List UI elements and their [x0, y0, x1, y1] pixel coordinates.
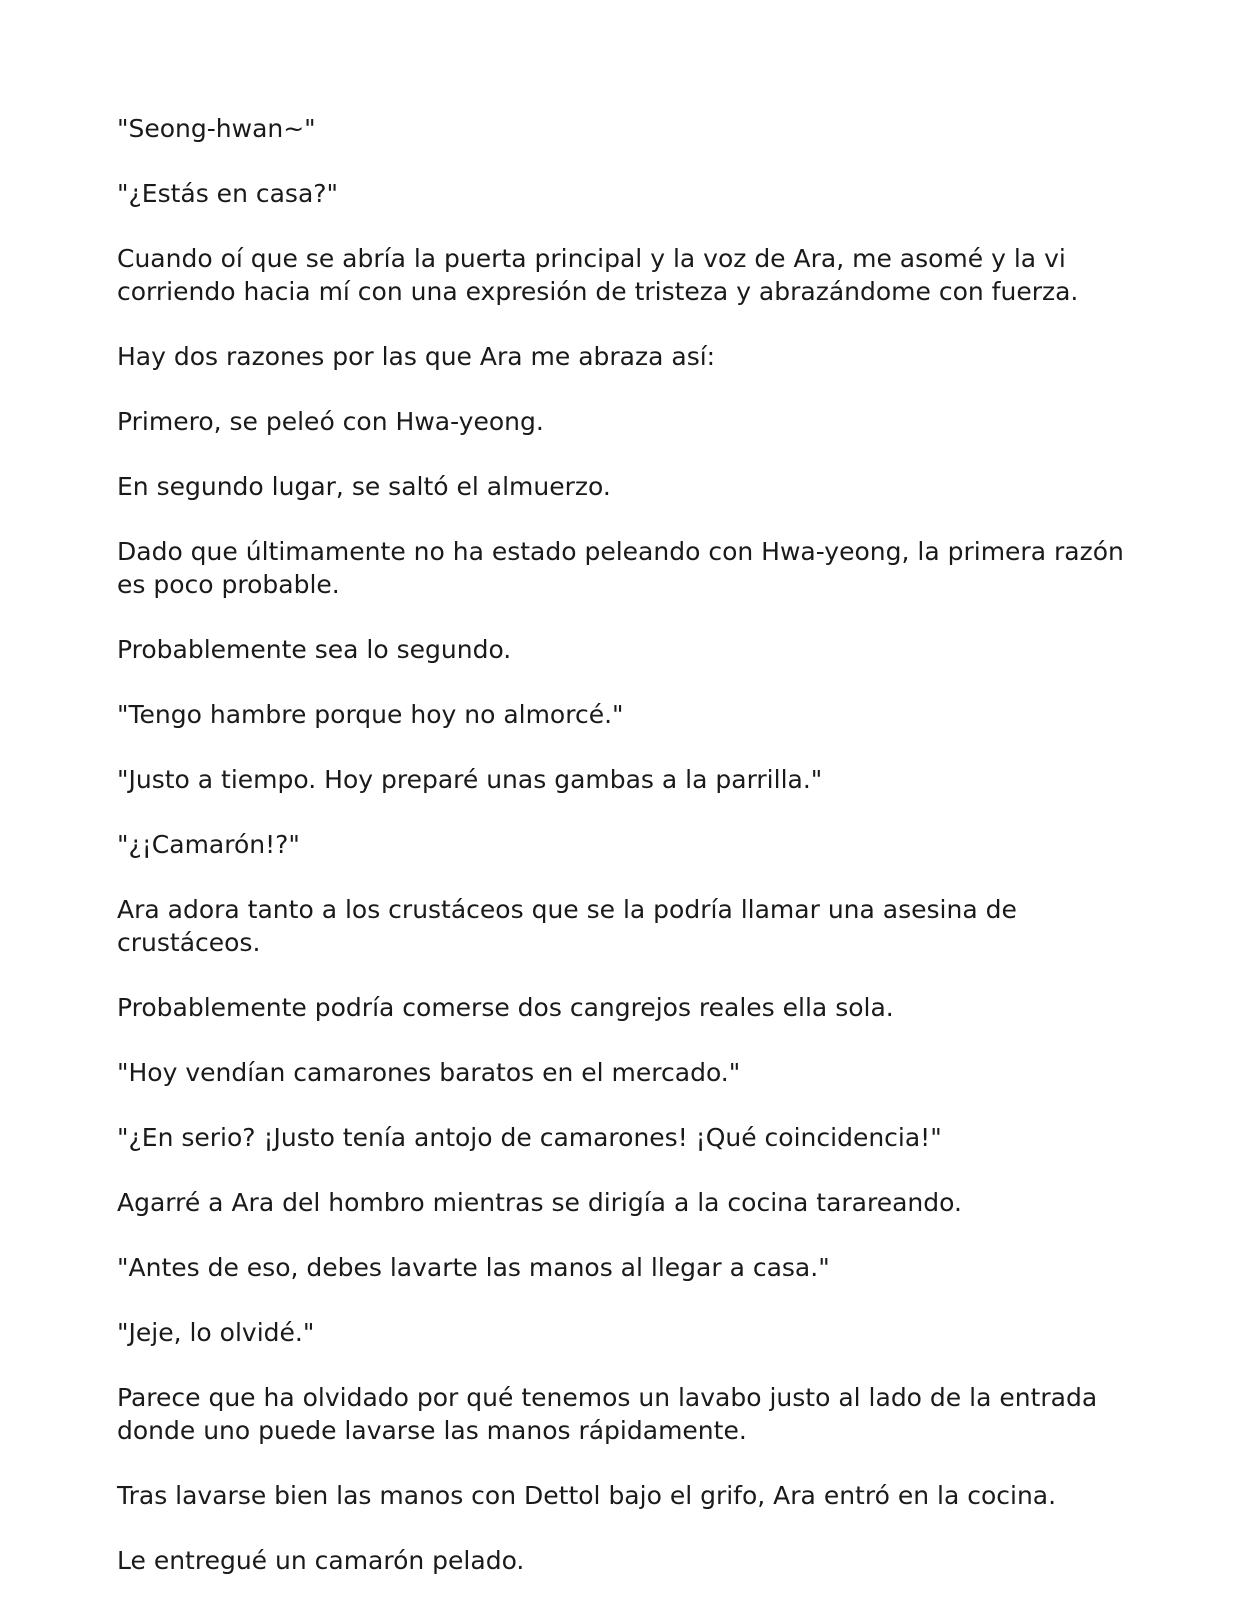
paragraph: Cuando oí que se abría la puerta principal y la voz de Ara, me asomé y la vi corriendo hacia mí con una expresión de tristeza y abrazándome con fuerza. [117, 244, 1079, 306]
paragraph: Parece que ha olvidado por qué tenemos un lavabo justo al lado de la entrada donde uno puede lavarse las manos rápidamente. [117, 1383, 1098, 1445]
paragraph: Le entregué un camarón pelado. [117, 1546, 525, 1575]
paragraph: "¿¡Camarón!?" [117, 830, 300, 859]
paragraph: "¿En serio? ¡Justo tenía antojo de camarones! ¡Qué coincidencia!" [117, 1123, 942, 1152]
paragraph: "Hoy vendían camarones baratos en el mercado." [117, 1058, 741, 1087]
paragraph: "Jeje, lo olvidé." [117, 1318, 315, 1347]
document-body [117, 112, 1137, 1609]
paragraph: Probablemente sea lo segundo. [117, 635, 512, 664]
paragraph: Hay dos razones por las que Ara me abraza así: [117, 342, 716, 371]
paragraph: "¿Estás en casa?" [117, 179, 339, 208]
paragraph: "Seong-hwan~" [117, 114, 316, 143]
paragraph: "Tengo hambre porque hoy no almorcé." [117, 700, 624, 729]
paragraph: "Justo a tiempo. Hoy preparé unas gambas a la parrilla." [117, 765, 823, 794]
paragraph: Probablemente podría comerse dos cangrejos reales ella sola. [117, 993, 894, 1022]
paragraph: Dado que últimamente no ha estado peleando con Hwa-yeong, la primera razón es poco probable. [117, 537, 1124, 599]
paragraph: Agarré a Ara del hombro mientras se dirigía a la cocina tarareando. [117, 1188, 962, 1217]
paragraph: Primero, se peleó con Hwa-yeong. [117, 407, 544, 436]
paragraph: En segundo lugar, se saltó el almuerzo. [117, 472, 611, 501]
paragraph: Tras lavarse bien las manos con Dettol bajo el grifo, Ara entró en la cocina. [117, 1481, 1057, 1510]
paragraph: "Antes de eso, debes lavarte las manos al llegar a casa." [117, 1253, 830, 1282]
paragraph: Ara adora tanto a los crustáceos que se la podría llamar una asesina de crustáceos. [117, 895, 1017, 957]
